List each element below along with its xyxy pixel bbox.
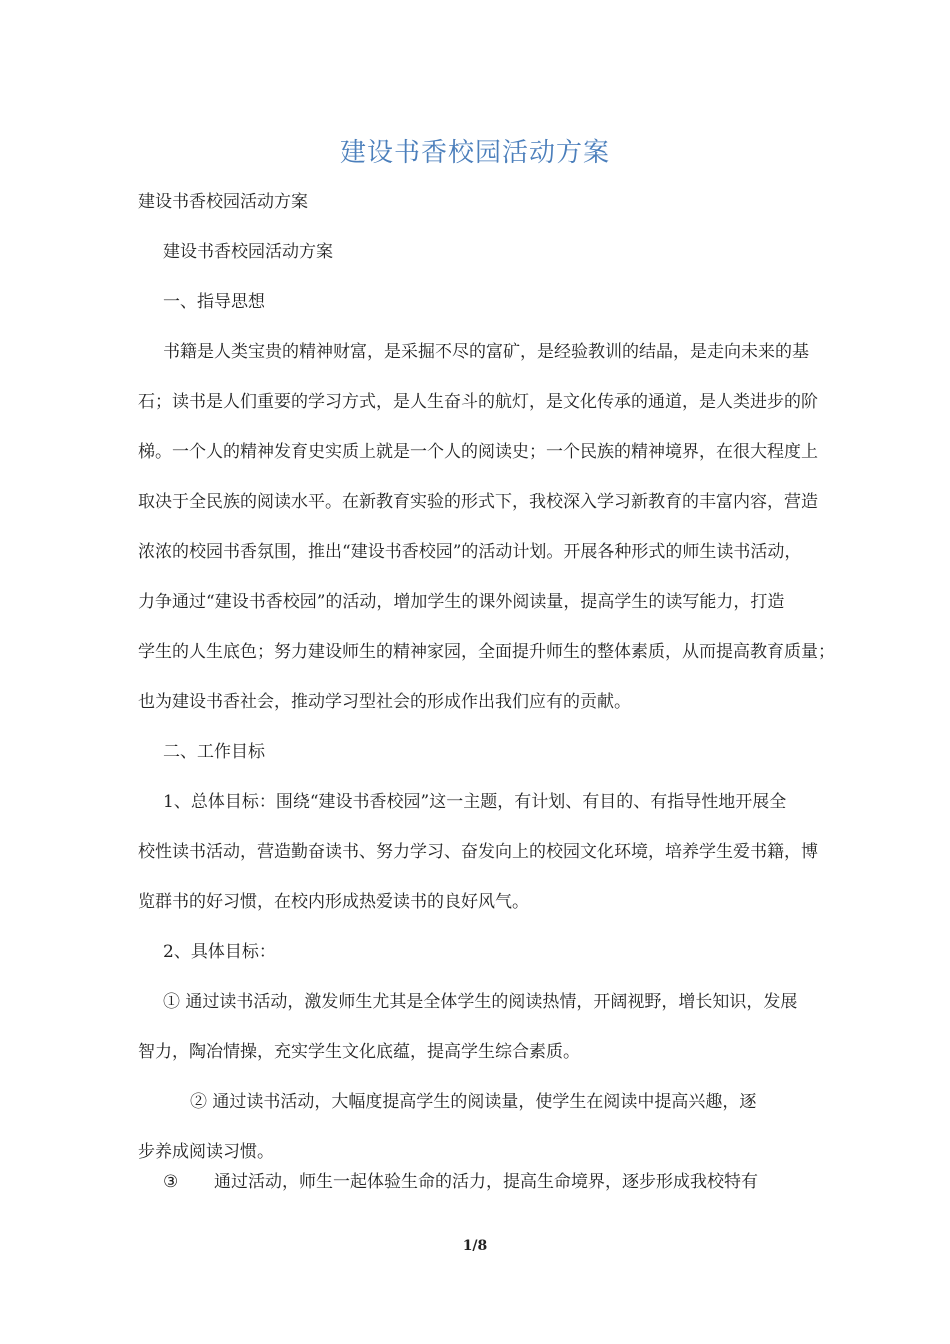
- section-1-line: 学生的人生底色；努力建设师生的精神家园，全面提升师生的整体素质，从而提高教育质量；: [138, 642, 835, 662]
- item-1-line: ① 通过读书活动，激发师生尤其是全体学生的阅读热情，开阔视野，增长知识，发展: [163, 992, 798, 1012]
- section-1-line: 石；读书是人们重要的学习方式，是人生奋斗的航灯，是文化传承的通道，是人类进步的阶: [138, 392, 818, 412]
- goal-1-line: 1、总体目标：围绕“建设书香校园”这一主题，有计划、有目的、有指导性地开展全: [163, 792, 787, 812]
- subtitle-1: 建设书香校园活动方案: [138, 192, 308, 212]
- section-1-line: 浓浓的校园书香氛围，推出“建设书香校园”的活动计划。开展各种形式的师生读书活动，: [138, 542, 802, 562]
- goal-2-heading: 2、具体目标：: [163, 942, 276, 962]
- goal-1-line: 校性读书活动，营造勤奋读书、努力学习、奋发向上的校园文化环境，培养学生爱书籍，博: [138, 842, 818, 862]
- item-2-line: 步养成阅读习惯。: [138, 1142, 274, 1162]
- goal-1-line: 览群书的好习惯，在校内形成热爱读书的良好风气。: [138, 892, 529, 912]
- document-title: 建设书香校园活动方案: [339, 138, 610, 168]
- item-3-line: 通过活动，师生一起体验生命的活力，提高生命境界，逐步形成我校特有: [214, 1172, 758, 1192]
- item-1-line: 智力，陶冶情操，充实学生文化底蕴，提高学生综合素质。: [138, 1042, 580, 1062]
- section-1-heading: 一、指导思想: [163, 292, 265, 312]
- section-1-line: 梯。一个人的精神发育史实质上就是一个人的阅读史；一个民族的精神境界，在很大程度上: [138, 442, 818, 462]
- section-2-heading: 二、工作目标: [163, 742, 265, 762]
- item-3-marker: ③: [163, 1172, 179, 1192]
- subtitle-2: 建设书香校园活动方案: [163, 242, 333, 262]
- section-1-line: 也为建设书香社会，推动学习型社会的形成作出我们应有的贡献。: [138, 692, 631, 712]
- section-1-line: 力争通过“建设书香校园”的活动，增加学生的课外阅读量，提高学生的读写能力，打造: [138, 592, 785, 612]
- section-1-line: 书籍是人类宝贵的精神财富，是采掘不尽的富矿，是经验教训的结晶，是走向未来的基: [163, 342, 809, 362]
- item-2-line: ② 通过读书活动，大幅度提高学生的阅读量，使学生在阅读中提高兴趣，逐: [190, 1092, 757, 1112]
- page-number: 1/8: [462, 1238, 488, 1254]
- section-1-line: 取决于全民族的阅读水平。在新教育实验的形式下，我校深入学习新教育的丰富内容，营造: [138, 492, 818, 512]
